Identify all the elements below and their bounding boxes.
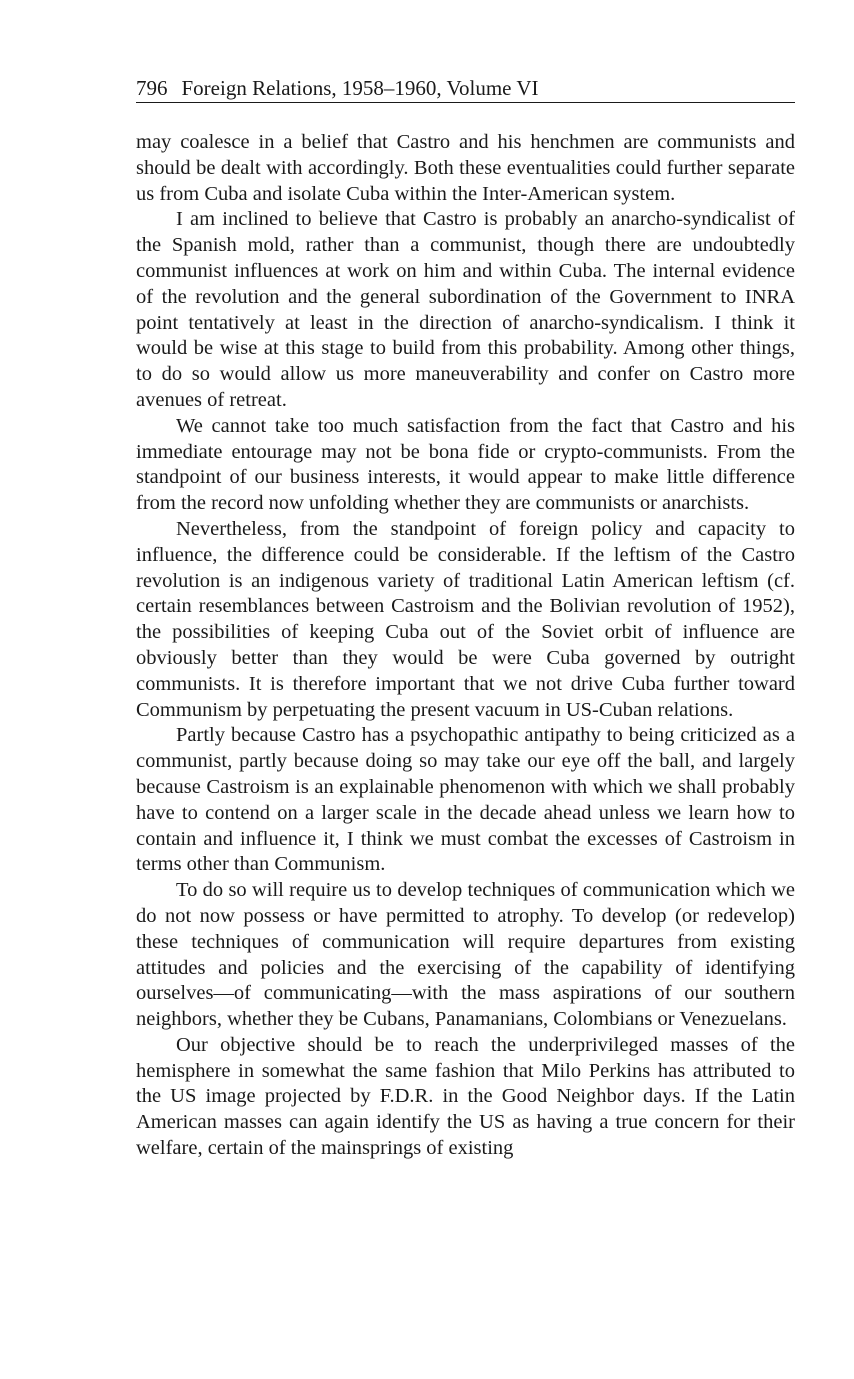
paragraph: Nevertheless, from the standpoint of foreign policy and capacity to influence, the difference could be considerable. If the leftism of the Castro revolution is an indigenous variety of traditional Latin American leftism (cf. certain resemblances between Castroism and the Bolivian revolution of 1952), the possibilities of keeping Cuba out of the Soviet orbit of influence are obviously better than they would be were Cuba governed by outright communists. It is therefore important that we not drive Cuba further toward Communism by perpetuating the present vacuum in US-Cuban relations.: [136, 517, 795, 721]
paragraph: I am inclined to believe that Castro is probably an anarcho-syndicalist of the Spanish mold, rather than a communist, though there are undoubtedly communist influences at work on him and within Cuba. The internal evidence of the revolution and the general subordination of the Government to INRA point tentatively at least in the direction of anarcho-syndicalism. I think it would be wise at this stage to build from this probability. Among other things, to do so would allow us more maneuverability and confer on Castro more avenues of retreat.: [136, 208, 795, 411]
paragraph: We cannot take too much satisfaction from the fact that Castro and his immediate entourage may not be bona fide or crypto-communists. From the standpoint of our business interests, it would appear to make little difference from the record now unfolding whether they are communists or anarchists.: [136, 414, 795, 515]
paragraph: may coalesce in a belief that Castro and his henchmen are communists and should be dealt with accordingly. Both these eventualities could further separate us from Cuba and isolate Cuba within the Inter-American system.: [136, 131, 795, 205]
body-text: [136, 130, 795, 1162]
paragraph: To do so will require us to develop techniques of communication which we do not now possess or have permitted to atrophy. To develop (or redevelop) these techniques of communication will require departures from existing attitudes and policies and the exercising of the capability of identifying ourselves—of communicating—with the mass aspirations of our southern neighbors, whether they be Cubans, Panamanians, Colombians or Venezuelans.: [136, 879, 795, 1031]
page-number: 796: [136, 76, 168, 100]
paragraph: Partly because Castro has a psychopathic antipathy to being criticized as a communist, partly because doing so may take our eye off the ball, and largely because Castroism is an explainable phenomenon with which we shall probably have to contend on a larger scale in the decade ahead unless we learn how to contain and influence it, I think we must combat the excesses of Castroism in terms other than Communism.: [136, 724, 795, 876]
paragraph: Our objective should be to reach the underprivileged masses of the hemisphere in somewhat the same fashion that Milo Perkins has attributed to the US image projected by F.D.R. in the Good Neighbor days. If the Latin American masses can again identify the US as having a true concern for their welfare, certain of the mainsprings of existing: [136, 1033, 795, 1160]
volume-title: Foreign Relations, 1958–1960, Volume VI: [181, 76, 539, 100]
running-header: [136, 76, 795, 103]
